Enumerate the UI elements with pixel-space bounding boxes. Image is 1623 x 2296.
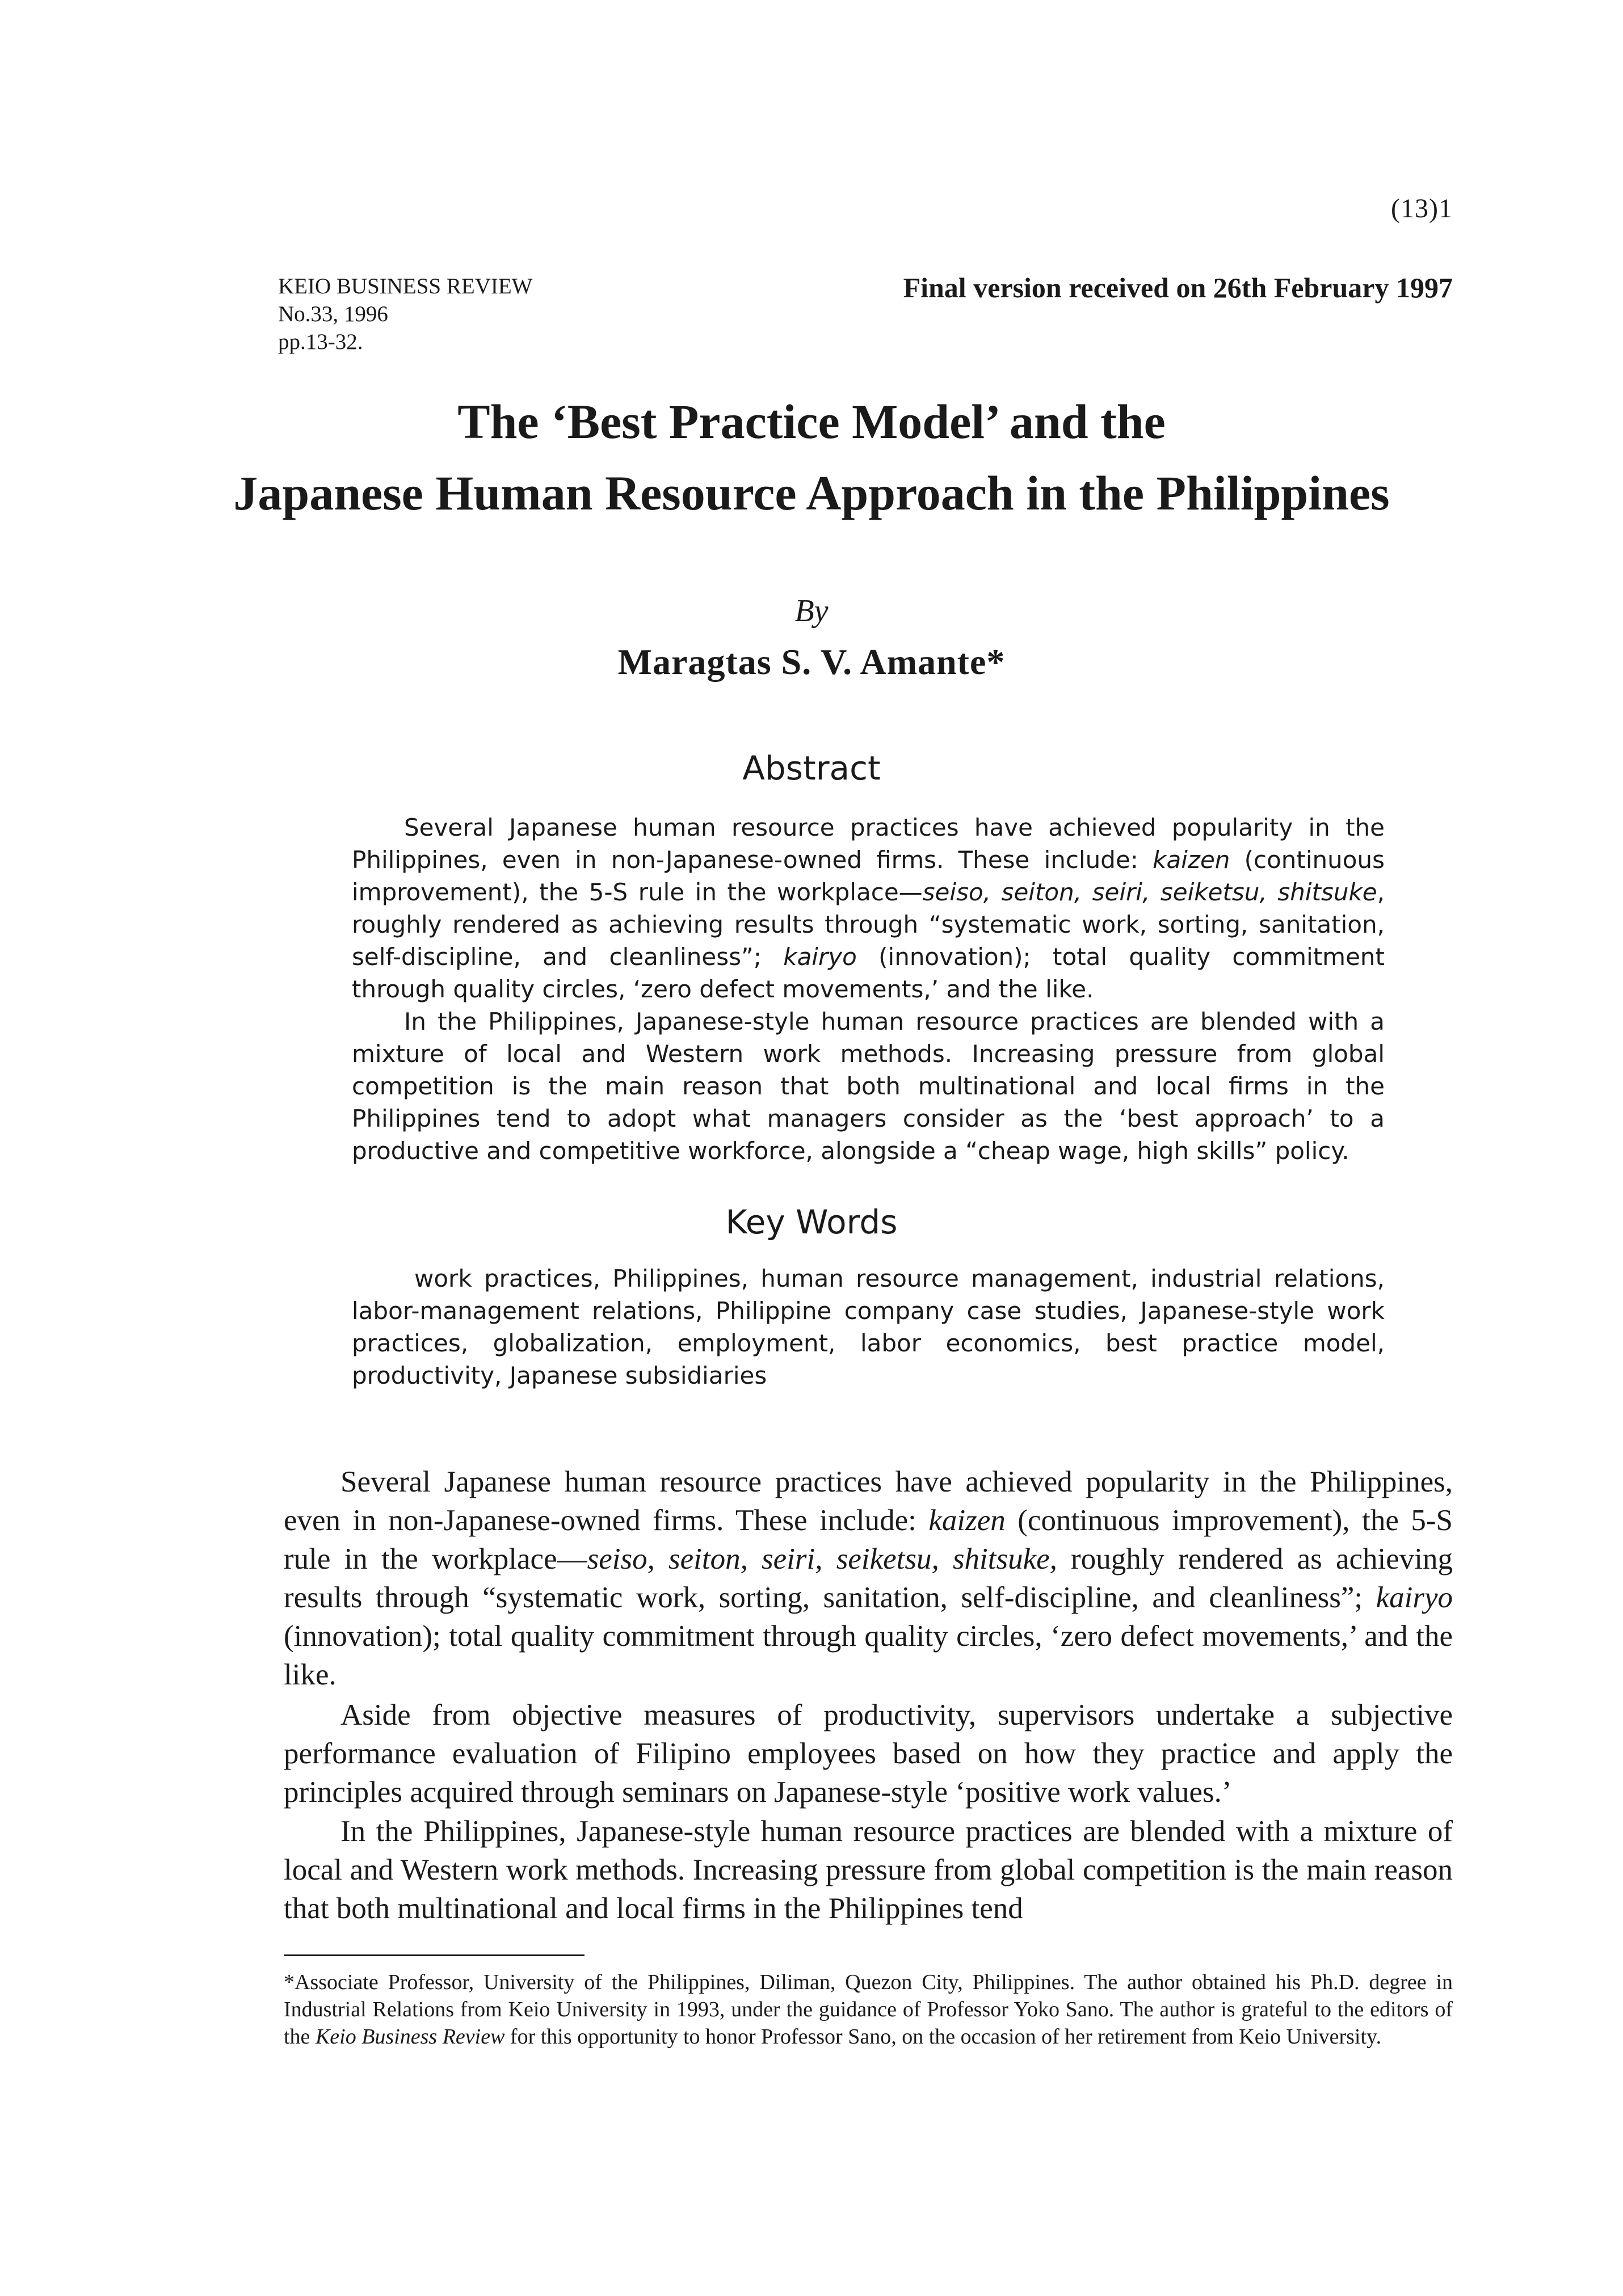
text-run: (innovation); total quality commitment through quality circles, ‘zero defect movements,’ and the like. — [284, 1620, 1453, 1691]
abstract-paragraph-1 — [352, 811, 1385, 1005]
paper-title — [0, 386, 1623, 529]
title-line-1: The ‘Best Practice Model’ and the — [457, 394, 1166, 449]
term-5s: seiso, seiton, seiri, seiketsu, shitsuke — [922, 878, 1377, 906]
text-run: roughly rendered as achieving results through “systematic work, sorting, sanitation, self-discipline, and cleanliness”; — [284, 1543, 1453, 1614]
text-run: Several Japanese human resource practices have achieved popularity in the Philippines, even in non-Japanese-owned firms. These include: — [352, 814, 1385, 874]
received-date: Final version received on 26th February 1997 — [903, 272, 1453, 304]
author-footnote — [284, 1969, 1453, 2050]
term-kaizen: kaizen — [1153, 846, 1230, 874]
abstract-heading: Abstract — [742, 749, 881, 787]
term-kaizen: kaizen — [928, 1504, 1006, 1537]
footnote-rule — [284, 1954, 585, 1956]
journal-info — [278, 272, 532, 356]
title-line-2: Japanese Human Resource Approach in the Philippines — [233, 466, 1390, 520]
text-run: for this opportunity to honor Professor Sano, on the occasion of her retirement from Keio University. — [504, 2025, 1382, 2049]
text-run: (continuous improvement), the 5-S rule in the workplace— — [284, 1504, 1453, 1575]
journal-pages: pp.13-32. — [278, 330, 363, 354]
abstract-paragraph-2: In the Philippines, Japanese-style human resource practices are blended with a mixture of local and Western work methods. Increasing pressure from global competition is the main reason that both multinational and local firms in the Philippines tend to adopt what managers consider as the ‘best approach’ to a productive and competitive workforce, alongside a “cheap wage, high skills” policy. — [352, 1008, 1385, 1165]
keywords-text: work practices, Philippines, human resource management, industrial relations, labor-management relations, Philippine company case studies, Japanese-style work practices, globalization, employment, labor economics, best practice model, productivity, Japanese subsidiaries — [352, 1265, 1385, 1389]
journal-issue: No.33, 1996 — [278, 302, 388, 326]
body-paragraph-2: Aside from objective measures of productivity, supervisors undertake a subjective performance evaluation of Filipino employees based on how they practice and apply the principles acquired through seminars on Japanese-style ‘positive work values.’ — [284, 1699, 1453, 1809]
page-number: (13)1 — [1391, 193, 1453, 224]
author-name: Maragtas S. V. Amante* — [617, 642, 1006, 682]
text-run: (continuous improvement), the 5-S rule in the workplace— — [352, 846, 1385, 906]
text-run: *Associate Professor, University of the Philippines, Diliman, Quezon City, Philippines. The author obtained his Ph.D. degree in Industrial Relations from Keio University in 1993, under the guidance of Professor Yoko Sano. The author is grateful to the editors of the — [284, 1970, 1453, 2049]
term-5s: seiso, seiton, seiri, seiketsu, shitsuke, — [587, 1543, 1057, 1575]
journal-title-italic: Keio Business Review — [315, 2025, 505, 2049]
byline-by: By — [794, 593, 829, 629]
journal-name: KEIO BUSINESS REVIEW — [278, 274, 533, 298]
text-run: Several Japanese human resource practices have achieved popularity in the Philippines, even in non-Japanese-owned firms. These include: — [284, 1465, 1453, 1537]
body-paragraph-3: In the Philippines, Japanese-style human resource practices are blended with a mixture of local and Western work methods. Increasing pressure from global competition is the main reason that both multinational and local firms in the Philippines tend — [284, 1815, 1453, 1925]
text-run: (innovation); total quality commitment through quality circles, ‘zero defect movements,’ and the like. — [352, 943, 1385, 1003]
term-kairyo: kairyo — [1376, 1581, 1453, 1614]
keywords-heading: Key Words — [725, 1203, 898, 1241]
text-run: , roughly rendered as achieving results through “systematic work, sorting, sanitation, self-discipline, and cleanliness”; — [352, 878, 1385, 971]
term-kairyo: kairyo — [783, 943, 857, 971]
body-paragraph-1 — [284, 1463, 1453, 1694]
